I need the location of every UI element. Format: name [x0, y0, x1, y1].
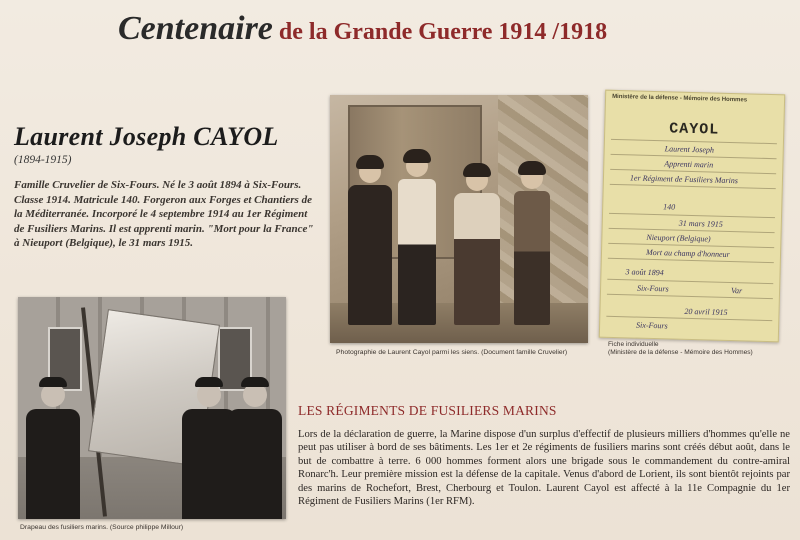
page-title — [118, 10, 758, 48]
flag-photo-caption: Drapeau des fusiliers marins. (Source philippe Millour) — [20, 524, 184, 531]
family-member-figure — [398, 155, 436, 325]
record-card-caption — [608, 341, 788, 357]
person-dates: (1894-1915) — [14, 154, 72, 166]
record-card-caption-line: (Ministère de la défense - Mémoire des Hommes) — [608, 349, 753, 356]
section-heading: LES RÉGIMENTS DE FUSILIERS MARINS — [298, 403, 557, 418]
officer-figure — [228, 383, 282, 519]
record-card-caption-line: Fiche individuelle — [608, 341, 659, 348]
title-subtitle: de la Grande Guerre 1914 /1918 — [278, 19, 608, 45]
fiche-field: Nieuport (Belgique) — [646, 232, 711, 244]
fiche-field: Var — [730, 286, 743, 296]
section-body-text: Lors de la déclaration de guerre, la Marine dispose d'un surplus d'effectif de plusieurs milliers d'hommes qu'elle ne peut pas utiliser à bord de ses bâtiments. Les 1er et 2e régiments de fusiliers marins sont créés début août, dans le but de combattre à terre. 6 000 hommes forment alors une brigade sous le commandement du contre-amiral Ronarc'h. Leur première mission est la défense de la capitale. Venus d'abord de Lorient, ils sont bientôt rejoints par des marins de Rochefort, Brest, Cherbourg et Toulon. Laurent Cayol est affecté à la 11e Compagnie du 1er Régiment de Fusiliers Marins (1er RFM). — [298, 429, 790, 508]
individual-record-card — [599, 90, 785, 343]
family-photo-caption: Photographie de Laurent Cayol parmi les siens. (Document famille Cruvelier) — [336, 349, 568, 356]
fiche-field: 31 mars 1915 — [678, 218, 723, 229]
family-member-figure — [348, 161, 392, 325]
fiche-field: 1er Régiment de Fusiliers Marins — [629, 173, 739, 186]
family-member-figure — [514, 167, 550, 325]
title-main: Centenaire — [118, 10, 273, 47]
person-biography: Famille Cruvelier de Six-Fours. Né le 3 août 1894 à Six-Fours. Classe 1914. Matricule 140. Forgeron aux Forges et Chantiers de la Méditerranée. Incorporé le 4 septembre 1914 au 1er Régiment de Fusiliers Marins. Il est apprenti marin. "Mort pour la France" à Nieuport (Belgique), le 31 mars 1915. — [14, 179, 314, 250]
fiche-header: Ministère de la défense - Mémoire des Hommes — [612, 93, 748, 104]
family-photograph — [330, 95, 588, 343]
fiche-field: Six-Fours — [636, 283, 669, 294]
flag-photograph — [18, 297, 286, 519]
person-name: Laurent Joseph CAYOL — [14, 122, 279, 151]
fiche-field: Mort au champ d'honneur — [645, 247, 730, 259]
fiche-surname: CAYOL — [669, 120, 720, 139]
family-member-figure — [454, 169, 500, 325]
fiche-field: 20 avril 1915 — [684, 306, 728, 317]
fiche-field: 3 août 1894 — [625, 267, 664, 278]
fiche-field: Apprenti marin — [664, 159, 714, 170]
sailor-figure — [26, 383, 80, 519]
fiche-field: 140 — [663, 202, 676, 212]
fiche-field: Six-Fours — [636, 320, 668, 331]
fiche-field: Laurent Joseph — [664, 144, 715, 155]
